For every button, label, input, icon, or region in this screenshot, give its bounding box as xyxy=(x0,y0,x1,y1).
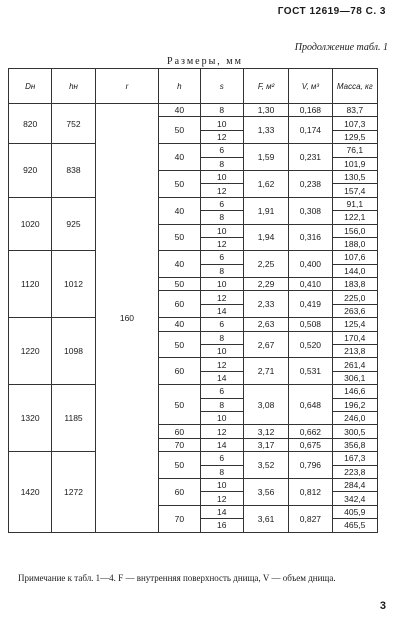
table-cell: 3,12 xyxy=(243,425,288,438)
table-cell: 10 xyxy=(200,478,243,491)
table-cell: 6 xyxy=(200,144,243,157)
table-cell: 10 xyxy=(200,345,243,358)
table-cell: 12 xyxy=(200,130,243,143)
table-cell: 1,59 xyxy=(243,144,288,171)
table-cell: 3,17 xyxy=(243,438,288,451)
table-cell: 6 xyxy=(200,385,243,398)
table-cell: 40 xyxy=(159,318,200,331)
table-cell: 70 xyxy=(159,505,200,532)
table-cell: 1012 xyxy=(52,251,95,318)
table-cell: 12 xyxy=(200,184,243,197)
table-cell: 8 xyxy=(200,211,243,224)
table-cell: 12 xyxy=(200,358,243,371)
table-cell: 6 xyxy=(200,251,243,264)
table-cell: 130,5 xyxy=(332,170,377,183)
table-cell: 2,71 xyxy=(243,358,288,385)
table-cell: 170,4 xyxy=(332,331,377,344)
col-header: V, м³ xyxy=(289,69,332,104)
table-cell: 0,520 xyxy=(289,331,332,358)
table-cell: 223,8 xyxy=(332,465,377,478)
table-cell: 40 xyxy=(159,251,200,278)
table-cell: 129,5 xyxy=(332,130,377,143)
table-cell: 2,33 xyxy=(243,291,288,318)
table-cell: 144,0 xyxy=(332,264,377,277)
table-row xyxy=(9,318,378,331)
table-cell: 3,08 xyxy=(243,385,288,425)
table-cell: 40 xyxy=(159,197,200,224)
table-row xyxy=(9,385,378,398)
table-cell: 0,508 xyxy=(289,318,332,331)
table-cell: 10 xyxy=(200,117,243,130)
table-cell: 183,8 xyxy=(332,278,377,291)
table-cell: 0,827 xyxy=(289,505,332,532)
table-cell: 0,231 xyxy=(289,144,332,171)
table-cell: 1320 xyxy=(9,385,52,452)
table-cell: 160 xyxy=(95,104,159,533)
table-cell: 2,63 xyxy=(243,318,288,331)
table-cell: 3,61 xyxy=(243,505,288,532)
table-cell: 0,174 xyxy=(289,117,332,144)
table-cell: 0,662 xyxy=(289,425,332,438)
table-cell: 8 xyxy=(200,465,243,478)
table-cell: 14 xyxy=(200,505,243,518)
table-cell: 10 xyxy=(200,224,243,237)
table-cell: 8 xyxy=(200,104,243,117)
table-cell: 8 xyxy=(200,157,243,170)
table-cell: 465,5 xyxy=(332,519,377,532)
table-row xyxy=(9,144,378,157)
table-cell: 261,4 xyxy=(332,358,377,371)
table-cell: 8 xyxy=(200,264,243,277)
table-cell: 76,1 xyxy=(332,144,377,157)
table-cell: 146,6 xyxy=(332,385,377,398)
table-cell: 167,3 xyxy=(332,452,377,465)
table-cell: 0,400 xyxy=(289,251,332,278)
table-cell: 1120 xyxy=(9,251,52,318)
table-cell: 0,531 xyxy=(289,358,332,385)
table-cell: 246,0 xyxy=(332,411,377,424)
table-cell: 125,4 xyxy=(332,318,377,331)
table-cell: 0,316 xyxy=(289,224,332,251)
table-cell: 12 xyxy=(200,291,243,304)
table-cell: 1,30 xyxy=(243,104,288,117)
table-cell: 1420 xyxy=(9,452,52,532)
table-cell: 107,6 xyxy=(332,251,377,264)
table-cell: 40 xyxy=(159,104,200,117)
col-header: h xyxy=(159,69,200,104)
table-cell: 157,4 xyxy=(332,184,377,197)
table-header-row xyxy=(9,69,378,104)
table-cell: 225,0 xyxy=(332,291,377,304)
table-cell: 1220 xyxy=(9,318,52,385)
table-cell: 101,9 xyxy=(332,157,377,170)
table-cell: 3,56 xyxy=(243,478,288,505)
table-cell: 306,1 xyxy=(332,371,377,384)
table-cell: 16 xyxy=(200,519,243,532)
table-row xyxy=(9,197,378,210)
table-cell: 838 xyxy=(52,144,95,198)
table-cell: 50 xyxy=(159,452,200,479)
col-header: F, м² xyxy=(243,69,288,104)
table-cell: 925 xyxy=(52,197,95,251)
table-cell: 0,648 xyxy=(289,385,332,425)
table-cell: 1,33 xyxy=(243,117,288,144)
table-cell: 0,238 xyxy=(289,170,332,197)
table-cell: 156,0 xyxy=(332,224,377,237)
table-cell: 1,94 xyxy=(243,224,288,251)
table-cell: 10 xyxy=(200,170,243,183)
table-cell: 1,91 xyxy=(243,197,288,224)
table-cell: 1185 xyxy=(52,385,95,452)
table-cell: 14 xyxy=(200,304,243,317)
table-cell: 8 xyxy=(200,398,243,411)
dims-title: Размеры, мм xyxy=(167,56,243,67)
table-cell: 6 xyxy=(200,318,243,331)
table-cell: 107,3 xyxy=(332,117,377,130)
table-cell: 12 xyxy=(200,237,243,250)
table-cell: 50 xyxy=(159,331,200,358)
table-cell: 60 xyxy=(159,425,200,438)
doc-header: ГОСТ 12619—78 С. 3 xyxy=(277,6,386,17)
table-cell: 14 xyxy=(200,438,243,451)
col-header: hн xyxy=(52,69,95,104)
table-cell: 50 xyxy=(159,117,200,144)
table-cell: 60 xyxy=(159,358,200,385)
table-cell: 820 xyxy=(9,104,52,144)
table-cell: 920 xyxy=(9,144,52,198)
col-header: s xyxy=(200,69,243,104)
table-cell: 0,410 xyxy=(289,278,332,291)
table-cell: 0,812 xyxy=(289,478,332,505)
page-number: 3 xyxy=(379,600,386,612)
table-cell: 1020 xyxy=(9,197,52,251)
table-cell: 213,8 xyxy=(332,345,377,358)
table-cell: 284,4 xyxy=(332,478,377,491)
table-cell: 91,1 xyxy=(332,197,377,210)
table-cell: 2,29 xyxy=(243,278,288,291)
table-cell: 0,675 xyxy=(289,438,332,451)
table-cell: 10 xyxy=(200,278,243,291)
table-row xyxy=(9,452,378,465)
table-continuation: Продолжение табл. 1 xyxy=(294,42,388,53)
table-cell: 6 xyxy=(200,452,243,465)
table-cell: 40 xyxy=(159,144,200,171)
table-note: Примечание к табл. 1—4. F — внутренняя поверхность днища, V — объем днища. xyxy=(18,573,336,583)
table-cell: 188,0 xyxy=(332,237,377,250)
table-cell: 10 xyxy=(200,411,243,424)
table-cell: 0,796 xyxy=(289,452,332,479)
col-header: Dн xyxy=(9,69,52,104)
table-cell: 70 xyxy=(159,438,200,451)
table-cell: 0,419 xyxy=(289,291,332,318)
table-cell: 263,6 xyxy=(332,304,377,317)
table-cell: 50 xyxy=(159,224,200,251)
table-cell: 342,4 xyxy=(332,492,377,505)
table-cell: 14 xyxy=(200,371,243,384)
table-row xyxy=(9,104,378,117)
table-cell: 50 xyxy=(159,170,200,197)
table-cell: 196,2 xyxy=(332,398,377,411)
table-cell: 1272 xyxy=(52,452,95,532)
table-cell: 1,62 xyxy=(243,170,288,197)
table-cell: 6 xyxy=(200,197,243,210)
table-cell: 50 xyxy=(159,278,200,291)
table-cell: 300,5 xyxy=(332,425,377,438)
table-cell: 8 xyxy=(200,331,243,344)
table-cell: 405,9 xyxy=(332,505,377,518)
dims-table xyxy=(8,68,378,533)
table-cell: 2,67 xyxy=(243,331,288,358)
table-cell: 12 xyxy=(200,492,243,505)
table-row xyxy=(9,251,378,264)
table-cell: 12 xyxy=(200,425,243,438)
table-cell: 3,52 xyxy=(243,452,288,479)
table-cell: 0,168 xyxy=(289,104,332,117)
table-cell: 60 xyxy=(159,478,200,505)
table-cell: 0,308 xyxy=(289,197,332,224)
col-header: Масса, кг xyxy=(332,69,377,104)
table-cell: 50 xyxy=(159,385,200,425)
table-cell: 2,25 xyxy=(243,251,288,278)
table-cell: 60 xyxy=(159,291,200,318)
table-cell: 356,8 xyxy=(332,438,377,451)
table-cell: 122,1 xyxy=(332,211,377,224)
table-cell: 1098 xyxy=(52,318,95,385)
table-cell: 752 xyxy=(52,104,95,144)
table-cell: 83,7 xyxy=(332,104,377,117)
col-header: r xyxy=(95,69,159,104)
